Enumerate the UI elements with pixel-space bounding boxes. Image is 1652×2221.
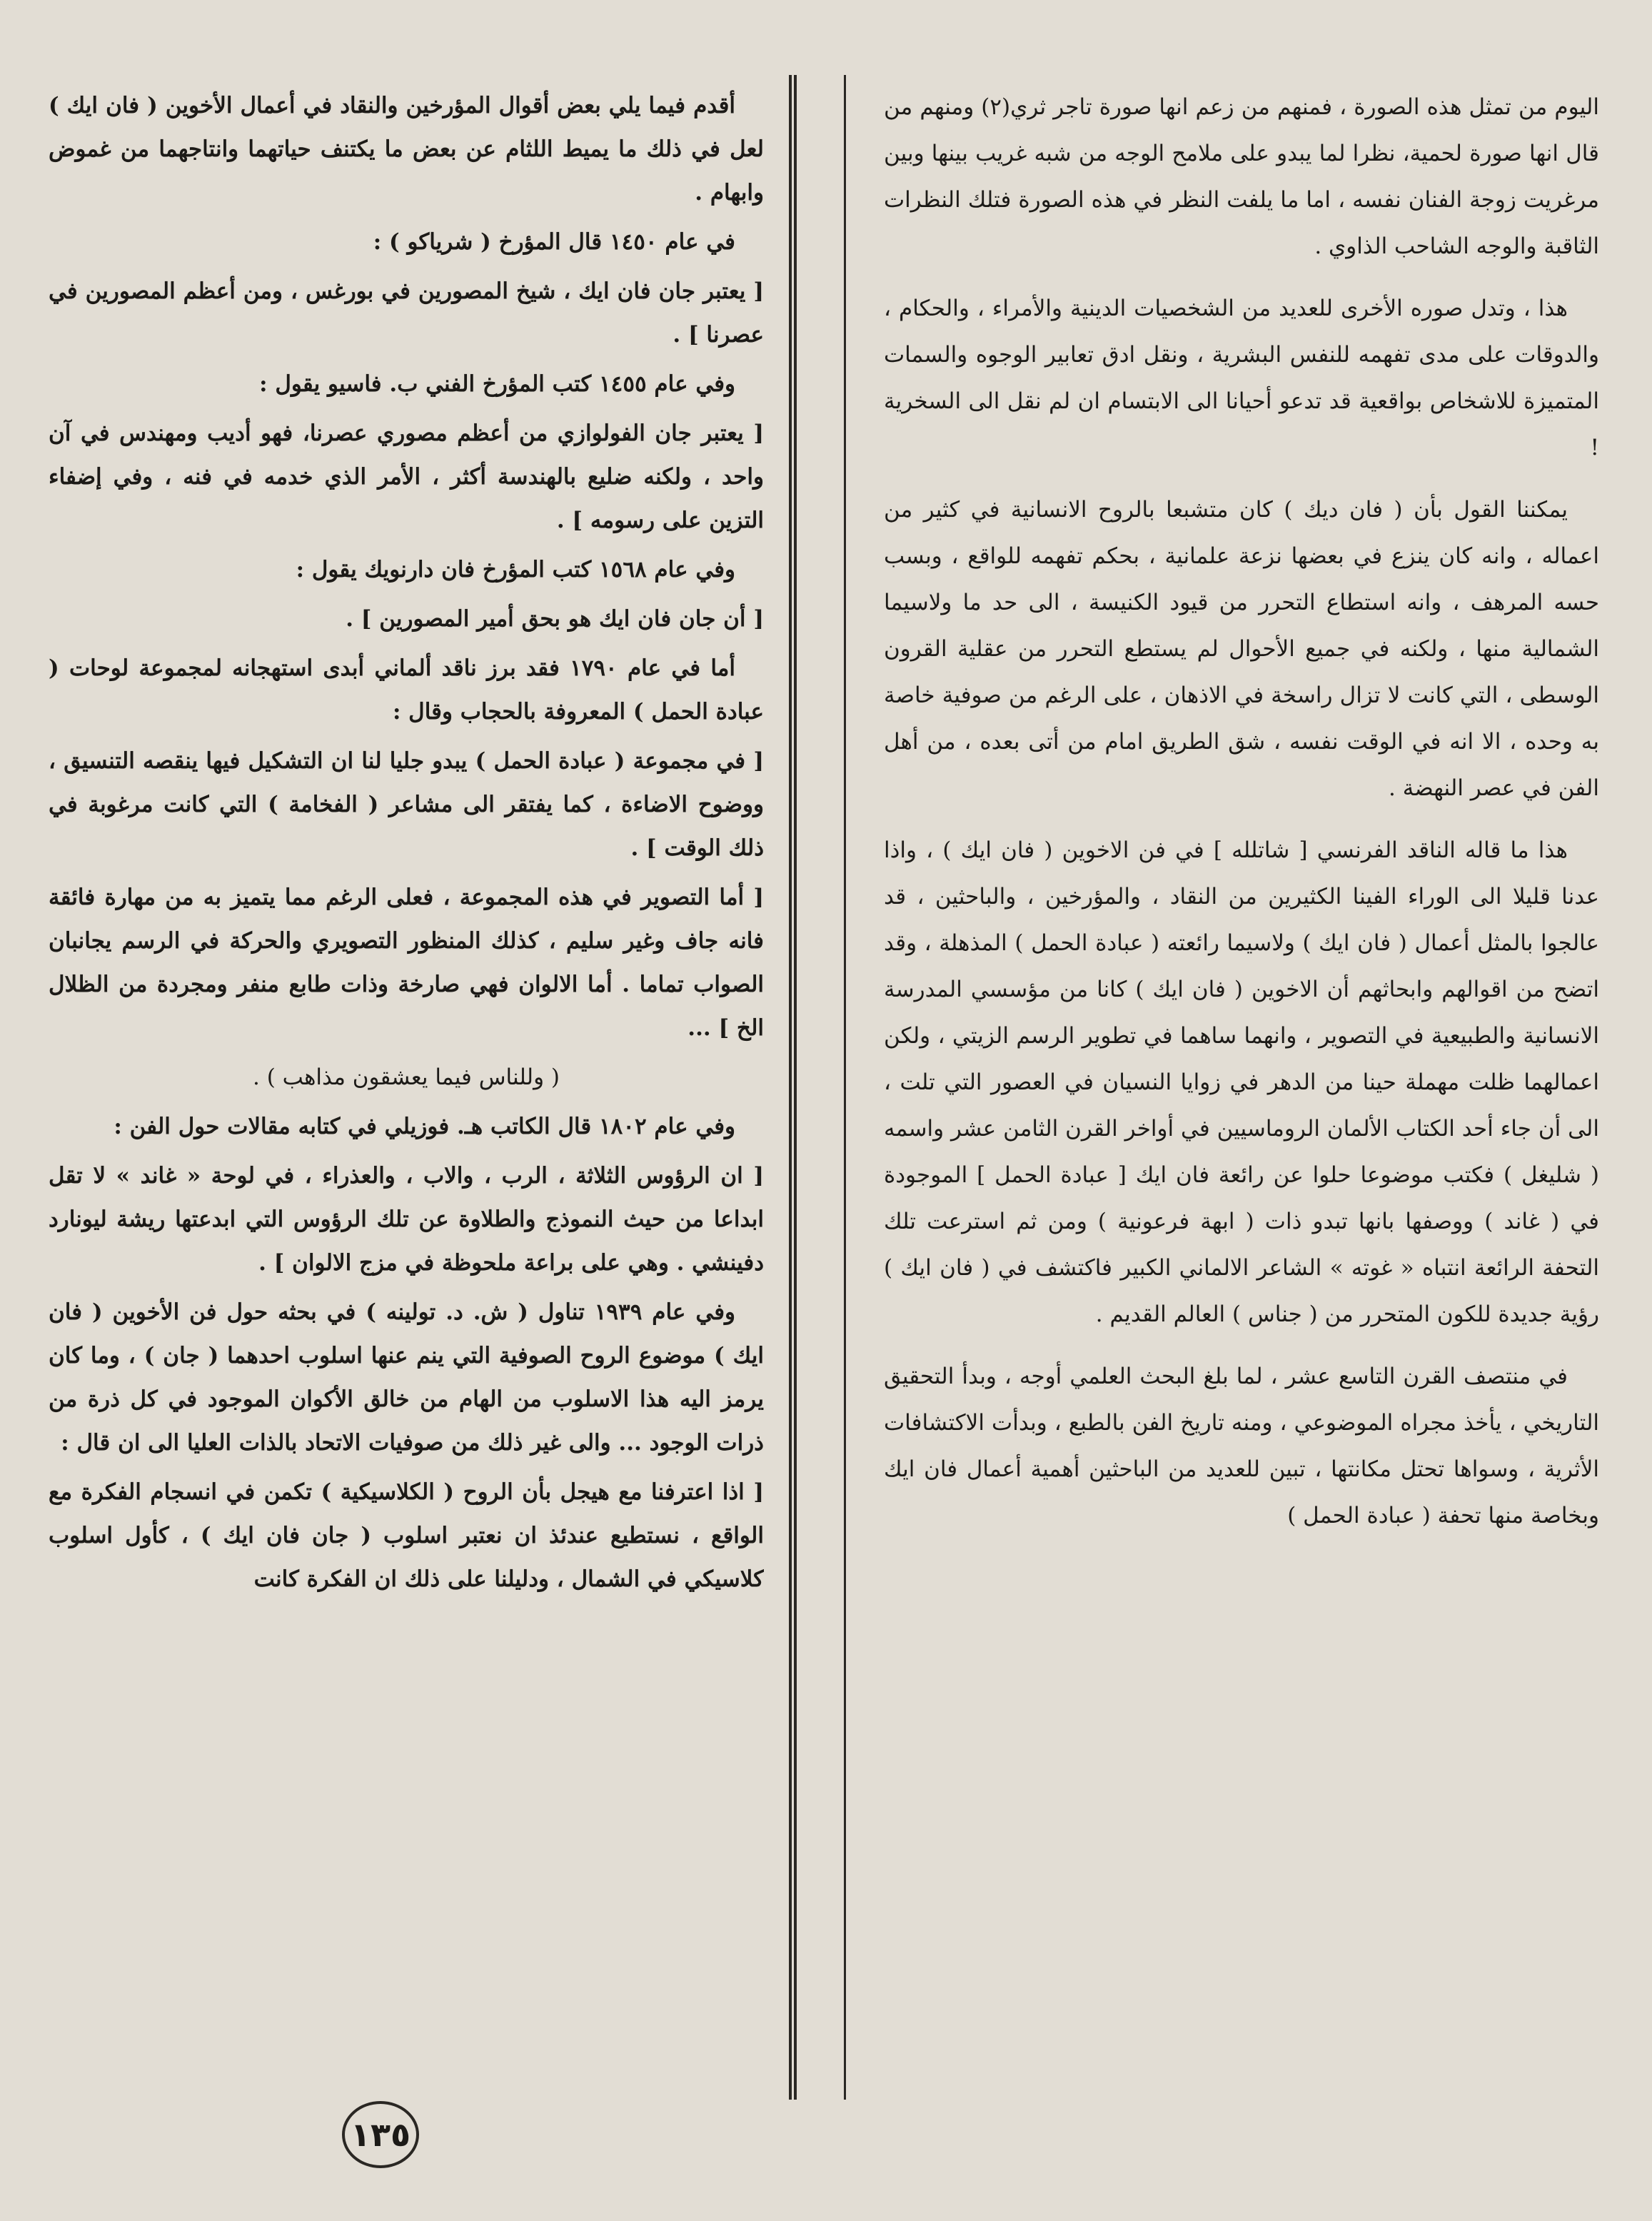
- paragraph: في منتصف القرن التاسع عشر ، لما بلغ البحث العلمي أوجه ، وبدأ التحقيق التاريخي ، يأخذ مجراه الموضوعي ، ومنه تاريخ الفن بالطبع ، وبدأت الاكتشافات الأثرية ، وسواها تحتل مكانتها ، تبين للعديد من الباحثين أهمية أعمال فان ايك وبخاصة منها تحفة ( عبادة الحمل ): [884, 1364, 1599, 1528]
- quote: [ اذا اعترفنا مع هيجل بأن الروح ( الكلاسيكية ) تكمن في انسجام الفكرة مع الواقع ، نستطيع عندئذ ان نعتبر اسلوب ( جان فان ايك ) ، كأول اسلوب كلاسيكي في الشمال ، ودليلنا على ذلك ان الفكرة كانت: [49, 1479, 764, 1592]
- paragraph: وفي عام ١٤٥٥ كتب المؤرخ الفني ب. فاسيو يقول :: [259, 371, 735, 397]
- quote: [ يعتبر جان فان ايك ، شيخ المصورين في بورغس ، ومن أعظم المصورين في عصرنا ] .: [49, 278, 764, 348]
- column-divider: [789, 75, 792, 2100]
- paragraph: وفي عام ١٨٠٢ قال الكاتب هـ. فوزيلي في كتابه مقالات حول الفن :: [114, 1114, 735, 1139]
- column-divider: [844, 75, 846, 2100]
- paragraph: في عام ١٤٥٠ قال المؤرخ ( شرياكو ) :: [373, 229, 735, 255]
- paragraph: هذا ما قاله الناقد الفرنسي [ شاتلله ] في فن الاخوين ( فان ايك ) ، واذا عدنا قليلا الى الوراء الفينا الكثيرين من النقاد ، والمؤرخين ، والباحثين ، قد عالجوا بالمثل أعمال ( فان ايك ) ولاسيما رائعته ( عبادة الحمل ) المذهلة ، وقد اتضح من اقوالهم وابحاثهم أن الاخوين ( فان ايك ) كانا من مؤسسي المدرسة الانسانية والطبيعية في التصوير ، وانهما ساهما في تطوير الرسم الزيتي ، ولكن اعمالهما ظلت مهملة حينا من الدهر في زوايا النسيان في العصور التي تلت ، الى أن جاء أحد الكتاب الألمان الروماسيين في أواخر القرن الثامن عشر واسمه ( شليغل ) فكتب موضوعا حلوا عن رائعة فان ايك [ عبادة الحمل ] الموجودة في ( غاند ) ووصفها بانها تبدو ذات ( ابهة فرعونية ) ومن ثم استرعت تلك التحفة الرائعة انتباه « غوته » الشاعر الالماني الكبير فاكتشف في ( فان ايك ) رؤية جديدة للكون المتحرر من ( جناس ) العالم القديم .: [884, 837, 1599, 1327]
- left-text-column: [49, 84, 764, 2085]
- proverb-line: ( وللناس فيما يعشقون مذاهب ) .: [252, 1064, 560, 1090]
- paragraph: وفي عام ١٩٣٩ تناول ( ش. د. تولينه ) في بحثه حول فن الأخوين ( فان ايك ) موضوع الروح الصوفية التي ينم عنها اسلوب احدهما ( جان ) ، وما كان يرمز اليه هذا الاسلوب من الهام من خالق الأكوان الموجود في كل ذرة من ذرات الوجود ... والى غير ذلك من صوفيات الاتحاد بالذات العليا الى ان قال :: [49, 1299, 764, 1456]
- paragraph: هذا ، وتدل صوره الأخرى للعديد من الشخصيات الدينية والأمراء ، والحكام ، والدوقات على مدى تفهمه للنفس البشرية ، ونقل ادق تعابير الوجوه والسمات المتميزة للاشخاص بواقعية قد تدعو أحيانا الى الابتسام ان لم نقل الى السخرية !: [884, 296, 1599, 460]
- page-number: ١٣٥: [342, 2101, 419, 2168]
- paragraph: يمكننا القول بأن ( فان ديك ) كان متشبعا بالروح الانسانية في كثير من اعماله ، وانه كان ينزع في بعضها نزعة علمانية ، بحكم تفهمه للواقع ، وبسب حسه المرهف ، وانه استطاع التحرر من قيود الكنيسة ، الى حد ما ولاسيما الشمالية منها ، ولكنه في جميع الأحوال لم يستطع التحرر من عقلية القرون الوسطى ، التي كانت لا تزال راسخة في الاذهان ، على الرغم من صوفية خاصة به وحده ، الا انه في الوقت نفسه ، شق الطريق امام من أتى بعده ، من أهل الفن في عصر النهضة .: [884, 497, 1599, 801]
- quote: [ ان الرؤوس الثلاثة ، الرب ، والاب ، والعذراء ، في لوحة « غاند » لا تقل ابداعا من حيث النموذج والطلاوة عن تلك الرؤوس التي ابدعتها ريشة ليونارد دفينشي . وهي على براعة ملحوظة في مزج الالوان ] .: [49, 1163, 764, 1276]
- paragraph: وفي عام ١٥٦٨ كتب المؤرخ فان دارنويك يقول :: [296, 557, 735, 583]
- quote: [ أما التصوير في هذه المجموعة ، فعلى الرغم مما يتميز به من مهارة فائقة فانه جاف وغير سليم ، كذلك المنظور التصويري والحركة في الرسم يجانبان الصواب تماما . أما الالوان فهي صارخة وذات طابع منفر ومجردة من الظلال الخ ] ...: [49, 885, 764, 1041]
- paragraph: أما في عام ١٧٩٠ فقد برز ناقد ألماني أبدى استهجانه لمجموعة لوحات ( عبادة الحمل ) المعروفة بالحجاب وقال :: [49, 655, 764, 725]
- paragraph: اليوم من تمثل هذه الصورة ، فمنهم من زعم انها صورة تاجر ثري(٢) ومنهم من قال انها صورة لحمية، نظرا لما يبدو على ملامح الوجه من شبه غريب بينها وبين مرغريت زوجة الفنان نفسه ، اما ما يلفت النظر في هذه الصورة فتلك النظرات الثاقبة والوجه الشاحب الذاوي .: [884, 94, 1599, 259]
- paragraph: أقدم فيما يلي بعض أقوال المؤرخين والنقاد في أعمال الأخوين ( فان ايك ) لعل في ذلك ما يميط اللثام عن بعض ما يكتنف حياتهما وانتاجهما من غموض وابهام .: [49, 93, 764, 206]
- quote: [ في مجموعة ( عبادة الحمل ) يبدو جليا لنا ان التشكيل فيها ينقصه التنسيق ، ووضوح الاضاءة ، كما يفتقر الى مشاعر ( الفخامة ) التي كانت مرغوبة في ذلك الوقت ] .: [49, 748, 764, 861]
- quote: [ يعتبر جان الفولوازي من أعظم مصوري عصرنا، فهو أديب ومهندس في آن واحد ، ولكنه ضليع بالهندسة أكثر ، الأمر الذي خدمه في فنه ، وفي إضفاء التزين على رسومه ] .: [49, 420, 764, 533]
- column-divider: [794, 75, 797, 2100]
- quote: [ أن جان فان ايك هو بحق أمير المصورين ] .: [346, 606, 764, 632]
- right-text-column: [884, 84, 1599, 2085]
